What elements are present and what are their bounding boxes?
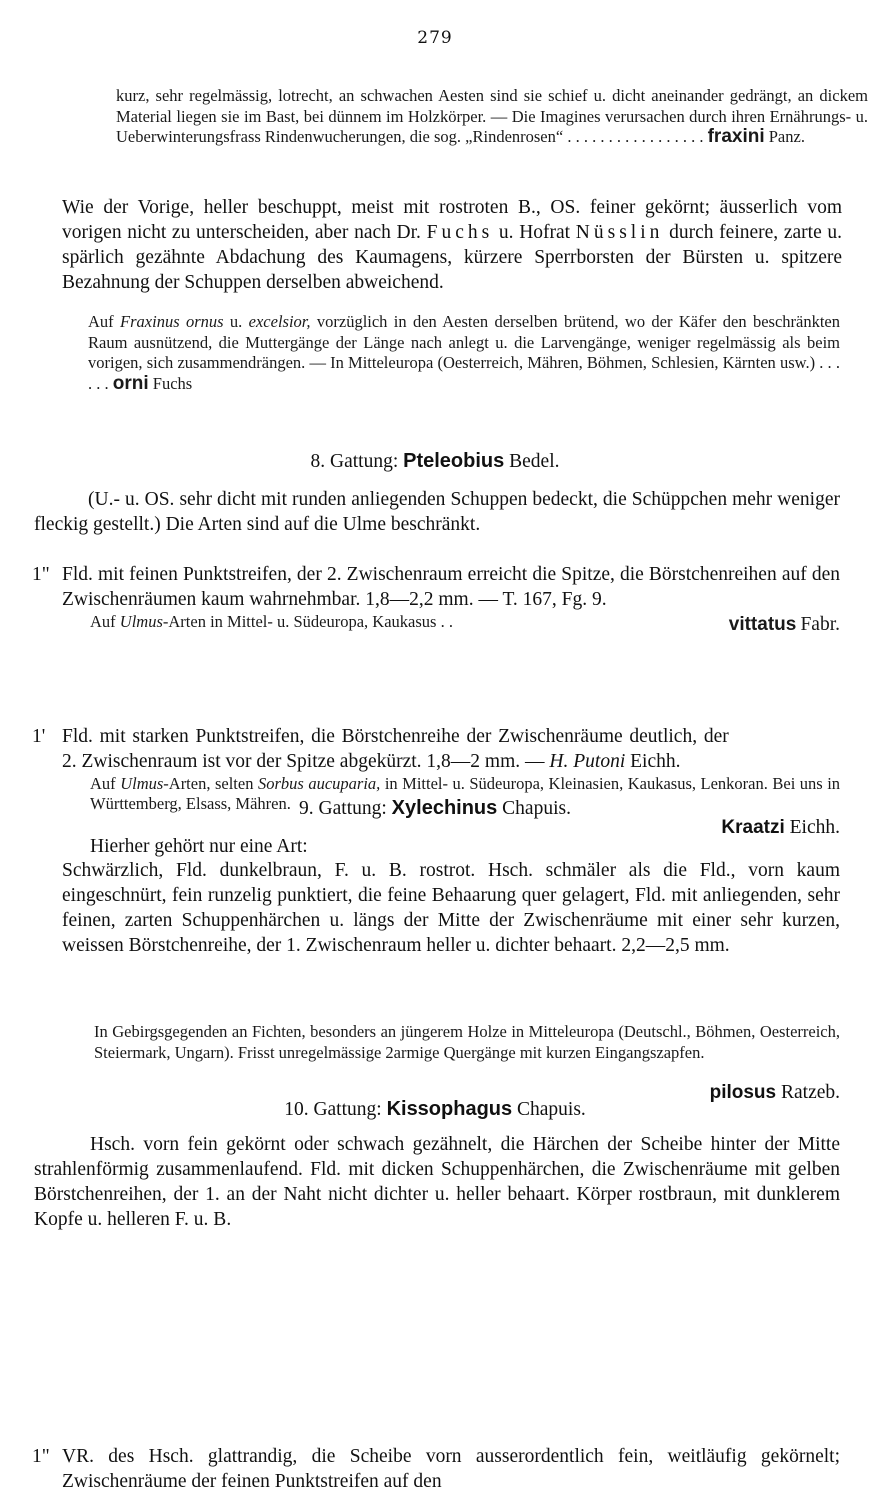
key-text: VR. des Hsch. glattrandig, die Scheibe vorn ausserordentlich fein, weitläufig gekörnelt; Zwischenräume der feinen Punktstreifen auf den [62, 1445, 840, 1492]
text-pre: Auf [90, 773, 116, 793]
genus-name: Pteleobius [403, 450, 505, 472]
species-name-pilosus: pilosus [709, 1082, 777, 1103]
genus-name: Kissophagus [386, 1098, 513, 1120]
page-number: 279 [417, 28, 453, 48]
host-plant-name: Ulmus [119, 612, 163, 631]
species-name-fraxini: fraxini [707, 126, 765, 148]
text-mid: u. [229, 312, 243, 331]
key-couplet-kissophagus [32, 1444, 840, 1494]
species-name-vittatus: vittatus [728, 614, 797, 635]
person-name-nuesslin: Nüsslin [575, 222, 664, 243]
genus-heading-pteleobius [0, 450, 870, 473]
host-text-2: in Mittel- u. Südeuropa, Kleinasien, Kaukasus, Lenkoran. Bei uns in Württemberg, Elsass, Mähren. [90, 773, 841, 814]
paragraph-text-tail: durch feinere, zarte u. spärlich gezähnte Abdachung des Kaumagens, kürzere Sperrborsten der Bürsten u. spitzere Bezahnung der Schuppen derselben abweichend. [62, 222, 843, 293]
paragraph-text-mid: u. Hofrat [498, 222, 571, 243]
host-plant-name: Fraxinus ornus [120, 312, 224, 331]
key-number: 1" [32, 1445, 50, 1467]
species-name-orni: orni [112, 372, 149, 394]
person-name-fuchs: Fuchs [426, 222, 494, 243]
genus-description-kissophagus [34, 1132, 840, 1232]
genus-heading-kissophagus [0, 1098, 870, 1121]
paragraph-text: vorzüglich in den Aesten derselben brütend, wo der Käfer den beschränkten Raum ausnützend, die Muttergänge der Länge nach anlegt u. die Larvengänge, weniger regelmässig als beim vorigen, sich zusammendrängen. — In Mitteleuropa (Oesterreich, Mähren, Böhmen, Schlesien, Kärnten usw.) . . . . . . [88, 312, 840, 393]
text-pre: Auf [90, 612, 116, 631]
genus-author: Chapuis. [517, 1099, 586, 1120]
key-host-line [62, 612, 840, 633]
species-name-kraatzi: Kraatzi [721, 816, 785, 838]
species-author: Eichh. [789, 816, 840, 838]
key-couplet-1a [32, 562, 840, 635]
genus-author: Bedel. [509, 451, 560, 472]
genus-name: Xylechinus [391, 797, 498, 819]
species-author: Ratzeb. [780, 1082, 840, 1103]
paragraph-rindenrosen [88, 86, 868, 148]
genus-label: 9. Gattung: [299, 798, 387, 819]
key-text-body: Fld. mit starken Punktstreifen, die Börstchenreihe der Zwischenräume deutlich, der 2. Zwischenraum ist vor der Spitze abgekürzt. 1,8—2 mm. — [62, 725, 729, 772]
key-number: 1' [32, 725, 46, 747]
synonym-author: Eichh. [630, 750, 681, 772]
paragraph-text: In Gebirgsgegenden an Fichten, besonders an jüngerem Holze in Mitteleuropa (Deutschl., Böhmen, Oesterreich, Steiermark, Ungarn). Frisst unregelmässige 2armige Quergänge mit kurzen Eingangszapfen. [94, 1022, 840, 1062]
genus-biology-xylechinus [94, 1022, 840, 1063]
paragraph-text: Hierher gehört nur eine Art: [90, 836, 308, 857]
genus-intro-pteleobius [34, 487, 840, 537]
genus-intro-xylechinus [90, 834, 840, 859]
host-plant-name: Ulmus [120, 773, 164, 793]
paragraph-text: Schwärzlich, Fld. dunkelbraun, F. u. B. rostrot. Hsch. schmäler als die Fld., vorn kaum eingeschnürt, fein runzelig punktiert, die feine Behaarung quer gelagert, Fld. mit anliegenden, sehr feinen, zarten Schuppenhärchen u. längs der Mitte der Zwischenräume mit einer sehr kurzen, weissen Börstchenreihe, der 1. Zwischenraum heller u. dichter behaart. 2,2—2,5 mm. [62, 860, 840, 956]
host-text: -Arten, selten [163, 773, 254, 793]
paragraph-orni-biology [88, 312, 840, 394]
genus-author: Chapuis. [502, 798, 571, 819]
genus-heading-xylechinus [0, 797, 870, 820]
key-text: Fld. mit feinen Punktstreifen, der 2. Zwischenraum erreicht die Spitze, die Börstchenreihen auf den Zwischenräumen kaum wahrnehmbar. 1,8—2,2 mm. — T. 167, Fg. 9. [62, 564, 840, 610]
species-author: Fabr. [800, 614, 840, 635]
genus-description-xylechinus [62, 858, 840, 958]
paragraph-text: kurz, sehr regelmässig, lotrecht, an schwachen Aesten sind sie schief u. dicht aneinander gedrängt, an dickem Material liegen sie im Bast, bei dünnem im Holzkörper. — Die Imagines verursachen durch ihren Ernährungs- u. Ueberwinterungsfrass Rindenwucherungen, die sog. „Rindenrosen“ . . . . . . . . . . . . . . . . . [116, 86, 868, 147]
genus-label: 10. Gattung: [284, 1099, 382, 1120]
species-author: Panz. [768, 127, 805, 147]
species-author: Fuchs [152, 373, 193, 393]
synonym-name: H. Putoni [549, 750, 626, 772]
text-pre: Auf [88, 312, 114, 331]
paragraph-text: (U.- u. OS. sehr dicht mit runden anliegenden Schuppen bedeckt, die Schüppchen mehr weniger fleckig gestellt.) Die Arten sind auf die Ulme beschränkt. [34, 489, 840, 535]
paragraph-text: Hsch. vorn fein gekörnt oder schwach gezähnelt, die Härchen der Scheibe hinter der Mitte strahlenförmig zusammenlaufend. Fld. mit dicken Schuppenhärchen, die Zwischenräume mit gelben Börstchenreihen, der 1. an der Naht nicht dichter u. heller behaart. Körper rostbraun, mit dunklerem Kopfe u. helleren F. u. B. [34, 1134, 840, 1230]
paragraph-text: Wie der Vorige, heller beschuppt, meist mit rostroten B., OS. feiner gekörnt; äusserlich vom vorigen nicht zu unterscheiden, aber nach Dr. [62, 197, 842, 243]
host-plant-name-2: excelsior, [248, 312, 311, 331]
key-couplet-1b [32, 724, 841, 840]
host-plant-name-2: Sorbus aucuparia, [257, 773, 381, 793]
genus-label: 8. Gattung: [310, 451, 399, 472]
key-text [62, 724, 840, 774]
paragraph-orni-description [62, 195, 842, 295]
key-number: 1" [32, 564, 50, 585]
host-text: -Arten in Mittel- u. Südeuropa, Kaukasus . . [162, 612, 453, 631]
